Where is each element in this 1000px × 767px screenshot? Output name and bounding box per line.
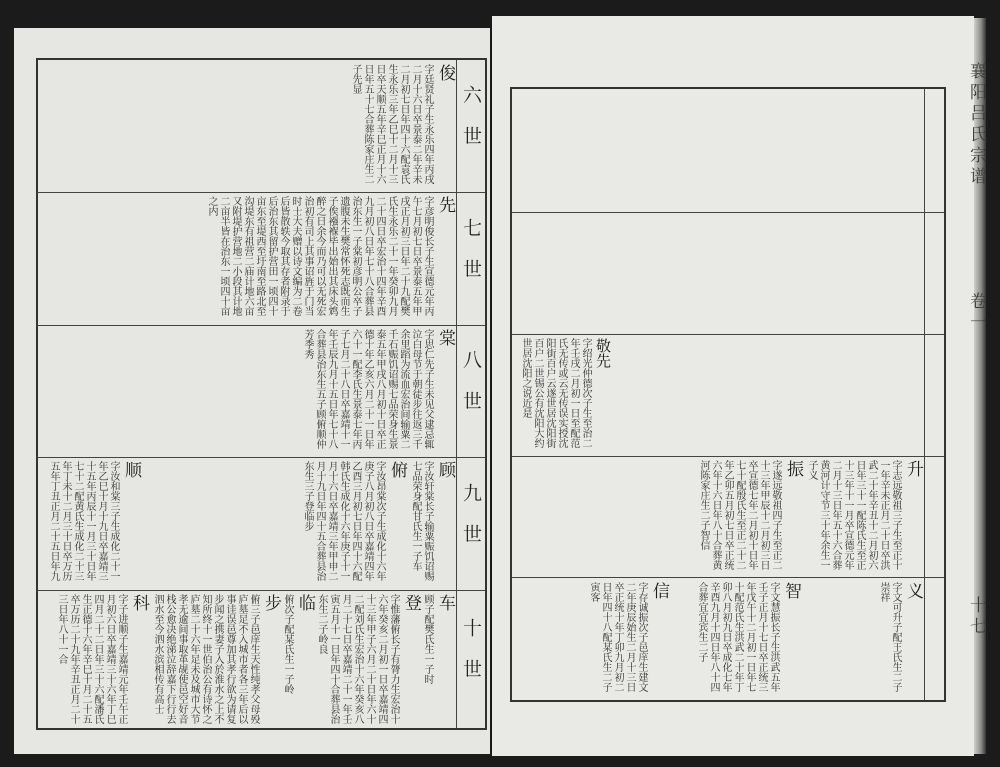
entry-sheng: [805, 460, 922, 572]
generation-label-6: 六世: [460, 85, 482, 167]
generation-label-7: 七世: [460, 217, 482, 300]
person-name: 俯: [387, 461, 407, 478]
generation-column-divider: [456, 60, 457, 728]
generation-label-8: 八世: [460, 350, 482, 432]
person-bio: 字存诚振次子邑庠生建文二年庚辰始生二月十三日卒正统十年丁卯九月初二日年四十八配某氏生二子寅客: [588, 582, 647, 692]
entry-zhen: [697, 460, 802, 572]
person-name: 敬先: [594, 338, 612, 368]
person-name: 登: [401, 594, 421, 611]
person-name: 义: [903, 582, 923, 599]
entry-ke: [55, 594, 148, 725]
person-bio: 字惟藩俯长子有膂力生宏治十六年癸亥二月初一日卒嘉靖四十三年甲子六月二十日年六十二配刘氏生宏治十六年癸亥八月二十七日卒嘉靖二十一年壬寅五月十一日年四十合葬县治东生二子岭良: [316, 594, 399, 724]
generation-label-9: 九世: [460, 482, 482, 565]
entry-yi: [877, 582, 922, 694]
entry-shun: [47, 461, 140, 585]
person-name: 升: [903, 460, 923, 477]
person-name: 棠: [435, 329, 455, 346]
person-bio: 字绍光仲德次子生至治二年壬戌二月初一日至配范氏无传或云无传误实授沈阳街百户云遂世居沈阳街百户二世锡公有沈阳大约世居沈阳之说近是: [520, 338, 591, 448]
entry-che: [421, 594, 454, 725]
row-divider: [37, 192, 485, 193]
person-bio: 字思仁先子生未见父逮忌辄泣白母节于朝徒步往返三千余里蹈为流血宏治间输粟二千石赈饥诏赐七品荣身生景泰五年甲戌八月初十日卒正德十年乙亥六月二十一日年六十一配李氏生景泰七年丙子七月二十八日卒嘉靖十一年壬辰九月十五日年七十八合葬县治东生五子顾俯顺仲芳季秀: [302, 329, 433, 449]
generation-column-divider: [924, 89, 925, 700]
volume-label: 卷一: [966, 292, 986, 334]
person-bio: 字志远敬祖三子生至正十一年辛未正月二十日卒洪武二十年辛丑十二月初六日年三十一配陈氏生至正十三年十一月卒宣德元年二月十三日年五十六合葬黄河计守节三十年余生一子义: [806, 460, 901, 570]
person-bio: 字汝轩棠长子输粟赈饥诏赐七品荣身配甘氏生一子车: [410, 461, 433, 581]
generation-label-10: 十世: [460, 618, 482, 700]
book-title: 襄阳吕氏宗谱: [966, 62, 986, 188]
person-name: 顺: [121, 461, 141, 478]
person-name: 临: [295, 594, 315, 611]
entry-jun: [349, 64, 454, 188]
person-bio: 字遂远敬祖四子生至正二十三年甲辰十二月初三日卒宣德七年二月初十日年七十配殷氏生至正二十二年乙卯五月初七日卒正统六年十六日年八十合葬黄河陈家庄生二子智信: [698, 460, 781, 570]
person-bio: 字汝昂棠次子生成化十六年庚子八月初八日卒嘉靖四年乙酉三月初七日年四十六配韩氏生成化十六年庚子十一月十六日卒嘉靖三年甲申二月十九日年四十五合葬县治东生三子登临步: [302, 461, 385, 581]
person-bio: 俯次子配某氏生一子岭: [282, 594, 293, 694]
person-name: 先: [435, 196, 455, 213]
entry-fu: [301, 461, 406, 585]
entry-tang: [301, 329, 454, 453]
person-name: 科: [129, 594, 149, 611]
person-bio: 字文慧振长子生洪武五年壬子正月十七日卒正统三年戊午十二月初一日年七十配范氏生洪武二十年丁卯八月初九日卒成化七年辛酉九月十四日年八十四合葬宜宜宾生二子: [696, 582, 779, 692]
entry-zhi: [695, 582, 800, 694]
person-name: 振: [783, 460, 803, 477]
page-number: 十七: [966, 596, 986, 638]
entry-xian: [205, 196, 454, 320]
person-name: 智: [781, 582, 801, 599]
person-name: 步: [261, 594, 281, 611]
row-divider: [37, 325, 485, 326]
row-divider: [512, 334, 944, 335]
row-divider: [37, 590, 485, 591]
person-bio: 字彦明俊长子生宣德元年丙午七月初七日卒景泰五年甲戌正月初三日年二十九配樊氏生永乐二十一年癸卯九月二十四日卒宏治十四年辛酉九月初八日年七十八合葬县治东生一子棠初彦明公卒子遗腹未生樊常怀死志既而生子俟襁褓毕出始出其床头鸩醉之日余今而乃可以无死宏治初有司上其事诏旌于门当时士大夫赠以诗文编为二卷后皆散轶今取其存者附录于后治东其留护营田一顷四十亩东至堤西至圩南至路北至沟堤东有祖营二庙计地六亩又附堤护营地二小段其计地二亩半皆在治东一顷四十亩之内: [206, 196, 433, 316]
person-name: 车: [435, 594, 455, 611]
entry-jingxian: [519, 338, 612, 450]
person-bio: 字子进顺子生嘉靖元年壬午正月初六日卒嘉靖三十六年丁巳四月二十二日年三十六配潘氏生正德十六年辛巳十月二十五卒万历二十九年辛丑正月二十三日年八十一合: [56, 594, 127, 724]
row-divider: [512, 212, 944, 213]
entry-deng: [315, 594, 420, 725]
entry-lin: [281, 594, 314, 725]
person-name: 信: [649, 582, 669, 599]
person-name: 俊: [435, 64, 455, 81]
row-divider: [512, 577, 944, 578]
entry-bu: [151, 594, 280, 725]
person-bio: 俯三子邑庠生天性纯孝父母殁庐墓足不入城市者各三年后以事诖误邑尊加其孝行欲为请复步闻之携妻子入於淮水之上不知所终十一世伯治公有诗怀之庐墓二十六年足未及城市大节孝无逾间事取革觇使邑空好音栈公愈决绝涕泣辞嘉下行行去泗水至今泗水滨相传有高士: [152, 594, 259, 724]
person-bio: 字廷贤礼子生永乐四年丙戌二月十六日卒景泰二年辛未二月初七日年四十六配袁氏生永乐三年乙巳十二月十三日卒天顺五年辛巳正月十六日年五十七合葬陈家庄生二子先显: [350, 64, 433, 184]
person-name: 顾: [435, 461, 455, 478]
entry-xin: [587, 582, 668, 694]
person-bio: 字文可升子配王氏生二子崇祥: [878, 582, 901, 692]
row-divider: [37, 457, 485, 458]
person-bio: 字汝和棠三子生成化二十一年乙巳十月十九日卒嘉靖三十五年丙辰十一月三十日年七十二配黄氏生成化二十三年丁未十二月三十日卒万历五年丁丑正月二十五日年九: [48, 461, 119, 581]
row-divider: [512, 456, 944, 457]
entry-gu: [409, 461, 454, 585]
person-bio: 顾子配樊氏生一子时: [422, 594, 433, 684]
